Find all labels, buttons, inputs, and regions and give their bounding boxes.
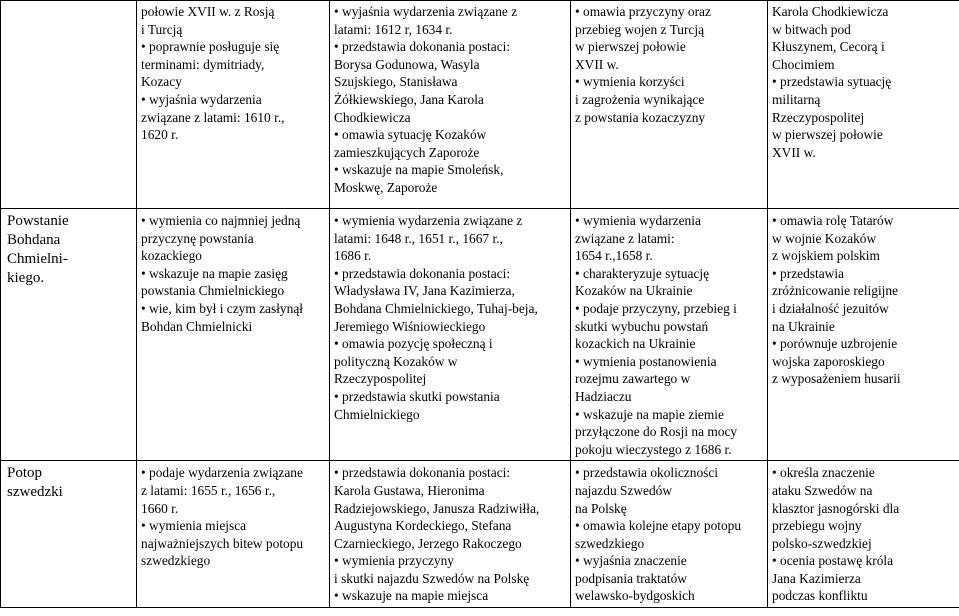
cell-text-line: • wskazuje na mapie ziemie [575, 406, 724, 422]
cell-text-line: Moskwę, Zaporoże [334, 179, 438, 195]
requirements-cell [768, 209, 959, 461]
cell-text-line: latami: 1648 r., 1651 r., 1667 r., [334, 230, 503, 246]
cell-text-line: w pierwszej połowie [575, 39, 686, 55]
cell-text-line: • wyjaśnia wydarzenia związane z [334, 4, 518, 19]
table-row [1, 1, 959, 209]
cell-text-line: • wskazuje na mapie Smoleńsk, [334, 162, 504, 178]
requirements-cell [571, 461, 768, 608]
cell-text-line: 1660 r. [141, 500, 179, 516]
cell-text-line: w bitwach pod [772, 21, 851, 37]
cell-text-line: z latami: 1655 r., 1656 r., [141, 482, 276, 498]
cell-text-line: Kłuszynem, Cecorą i [772, 39, 885, 55]
cell-text-line: • określa znaczenie [772, 465, 875, 481]
requirements-cell [330, 1, 571, 209]
cell-text-line: • poprawnie posługuje się [141, 39, 280, 55]
cell-text-line: związane z latami: [575, 230, 675, 246]
cell-text-line: • wymienia wydarzenia [575, 213, 701, 228]
cell-text-line: i Turcją [141, 21, 183, 37]
cell-text-line: • omawia przyczyny oraz [575, 4, 711, 19]
cell-text-line: Czarnieckiego, Jerzego Rakoczego [334, 535, 522, 551]
cell-text-line: połowie XVII w. z Rosją [141, 4, 275, 19]
cell-text-line: z wojskiem polskim [772, 248, 880, 264]
requirements-cell [137, 461, 330, 608]
cell-text-line: związane z latami: 1610 r., [141, 109, 285, 125]
cell-text-line: przyczynę powstania [141, 230, 254, 246]
topic-cell [1, 209, 137, 461]
cell-text-line: przebiegu wojny [772, 518, 862, 534]
cell-text-line: Bohdan Chmielnicki [141, 318, 253, 334]
cell-text-line: • wskazuje na mapie miejsca [334, 588, 489, 604]
cell-text-line: • przedstawia sytuację [772, 74, 892, 90]
cell-text-line: latami: 1612 r, 1634 r. [334, 21, 453, 37]
cell-text-line: najazdu Szwedów [575, 482, 673, 498]
cell-text-line: rozejmu zawartego w [575, 371, 691, 387]
cell-text-line: • wymienia miejsca [141, 518, 247, 534]
cell-text-line: Radziejowskiego, Janusza Radziwiłła, [334, 500, 540, 516]
cell-text-line: Chocimiem [772, 56, 835, 72]
cell-text-line: Potop [7, 465, 43, 482]
cell-text-line: Żółkiewskiego, Jana Karola [334, 91, 484, 107]
cell-text-line: zamieszkujących Zaporoże [334, 144, 480, 160]
cell-text-line: powstania Chmielnickiego [141, 283, 285, 299]
cell-text-line: • wyjaśnia znaczenie [575, 553, 687, 569]
cell-text-line: Bohdana Chmielnickiego, Tuhaj-beja, [334, 300, 538, 316]
cell-text-line: • przedstawia okoliczności [575, 465, 719, 481]
cell-text-line: • wymienia wydarzenia związane z [334, 213, 523, 228]
table-row [1, 461, 959, 608]
cell-text-line: terminami: dymitriady, [141, 56, 265, 72]
cell-text-line: kozackich na Ukrainie [575, 336, 696, 352]
cell-text-line: polityczną Kozaków w [334, 353, 458, 369]
table-row [1, 209, 959, 461]
cell-text-line: • omawia rolę Tatarów [772, 213, 894, 228]
cell-text-line: • wie, kim był i czym zasłynął [141, 300, 303, 316]
cell-text-line: i działalność jezuitów [772, 300, 889, 316]
cell-text-line: • przedstawia [772, 265, 844, 281]
cell-text-line: welawsko-bydgoskich [575, 588, 695, 604]
cell-text-line: podczas konfliktu [772, 588, 868, 604]
cell-text-line: • wymienia postanowienia [575, 353, 717, 369]
cell-text-line: • omawia pozycję społeczną i [334, 336, 493, 352]
cell-text-line: szwedzkiego [575, 535, 645, 551]
cell-text-line: Karola Chodkiewicza [772, 4, 889, 19]
cell-text-line: • przedstawia dokonania postaci: [334, 265, 511, 281]
cell-text-line: • wymienia korzyści [575, 74, 685, 90]
cell-text-line: przebieg wojen z Turcją [575, 21, 705, 37]
cell-text-line: • wymienia co najmniej jedną [141, 213, 301, 228]
cell-text-line: 1654 r.,1658 r. [575, 248, 653, 264]
cell-text-line: • wyjaśnia wydarzenia [141, 91, 262, 107]
cell-text-line: • przedstawia dokonania postaci: [334, 39, 511, 55]
cell-text-line: • ocenia postawę króla [772, 553, 894, 569]
cell-text-line: Hadziaczu [575, 388, 632, 404]
cell-text-line: zróżnicowanie religijne [772, 283, 899, 299]
cell-text-line: • podaje wydarzenia związane [141, 465, 303, 481]
cell-text-line: z powstania kozaczyzny [575, 109, 706, 125]
requirements-cell [330, 461, 571, 608]
cell-text-line: przyłączone do Rosji na mocy [575, 424, 738, 440]
requirements-cell [571, 209, 768, 461]
cell-text-line: z wyposażeniem husarii [772, 371, 901, 387]
cell-text-line: ataku Szwedów na [772, 482, 873, 498]
cell-text-line: na Ukrainie [772, 318, 835, 334]
cell-text-line: • przedstawia skutki powstania [334, 388, 500, 404]
cell-text-line: 1686 r. [334, 248, 372, 264]
cell-text-line: kozackiego [141, 248, 202, 264]
cell-text-line: i zagrożenia wynikające [575, 91, 705, 107]
cell-text-line: Rzeczypospolitej [772, 109, 865, 125]
cell-text-line: kiego. [7, 270, 45, 286]
cell-text-line: skutki wybuchu powstań [575, 318, 709, 334]
cell-text-line: wojska zaporoskiego [772, 353, 885, 369]
cell-text-line: Borysa Godunowa, Wasyla [334, 56, 480, 72]
cell-text-line: Chmielni- [7, 251, 68, 267]
cell-text-line: Powstanie [7, 213, 69, 229]
cell-text-line: Chodkiewicza [334, 109, 411, 125]
cell-text-line: Chmielnickiego [334, 406, 420, 422]
cell-text-line: • porównuje uzbrojenie [772, 336, 898, 352]
cell-text-line: klasztor jasnogórski dla [772, 500, 900, 516]
cell-text-line: Kozaków na Ukrainie [575, 283, 693, 299]
topic-cell [1, 461, 137, 608]
cell-text-line: Karola Gustawa, Hieronima [334, 482, 485, 498]
requirements-cell [137, 209, 330, 461]
cell-text-line: • wymienia przyczyny [334, 553, 454, 569]
cell-text-line: w pierwszej połowie [772, 127, 883, 143]
cell-text-line: • wskazuje na mapie zasięg [141, 265, 288, 281]
cell-text-line: XVII w. [575, 56, 619, 72]
cell-text-line: XVII w. [772, 144, 816, 160]
cell-text-line: Jeremiego Wiśniowieckiego [334, 318, 486, 334]
cell-text-line: w wojnie Kozaków [772, 230, 877, 246]
cell-text-line: i skutki najazdu Szwedów na Polskę [334, 570, 530, 586]
cell-text-line: • podaje przyczyny, przebieg i [575, 300, 737, 316]
cell-text-line: na Polskę [575, 500, 627, 516]
cell-text-line: polsko-szwedzkiej [772, 535, 872, 551]
cell-text-line: Rzeczypospolitej [334, 371, 427, 387]
cell-text-line: szwedzkiego [141, 553, 211, 569]
cell-text-line: • omawia sytuację Kozaków [334, 127, 487, 143]
requirements-cell [137, 1, 330, 209]
cell-text-line: • charakteryzuje sytuację [575, 265, 710, 281]
cell-text-line: • omawia kolejne etapy potopu [575, 518, 742, 534]
requirements-cell [330, 209, 571, 461]
requirements-cell [768, 1, 959, 209]
cell-text-line: militarną [772, 91, 821, 107]
cell-text-line: Jana Kazimierza [772, 570, 861, 586]
cell-text-line: • przedstawia dokonania postaci: [334, 465, 511, 481]
topic-cell [1, 1, 137, 209]
cell-text-line: Szujskiego, Stanisława [334, 74, 458, 90]
cell-text-line: podpisania traktatów [575, 570, 687, 586]
cell-text-line: Kozacy [141, 74, 182, 90]
cell-text-line: Bohdana [7, 232, 61, 248]
cell-text-line: 1620 r. [141, 127, 179, 143]
cell-text-line: Augustyna Kordeckiego, Stefana [334, 518, 512, 534]
cell-text-line: szwedzki [7, 484, 63, 501]
requirements-cell [571, 1, 768, 209]
cell-text-line: Władysława IV, Jana Kazimierza, [334, 283, 515, 299]
cell-text-line: pokoju wieczystego z 1686 r. [575, 441, 732, 457]
requirements-cell [768, 461, 959, 608]
cell-text-line: najważniejszych bitew potopu [141, 535, 304, 551]
